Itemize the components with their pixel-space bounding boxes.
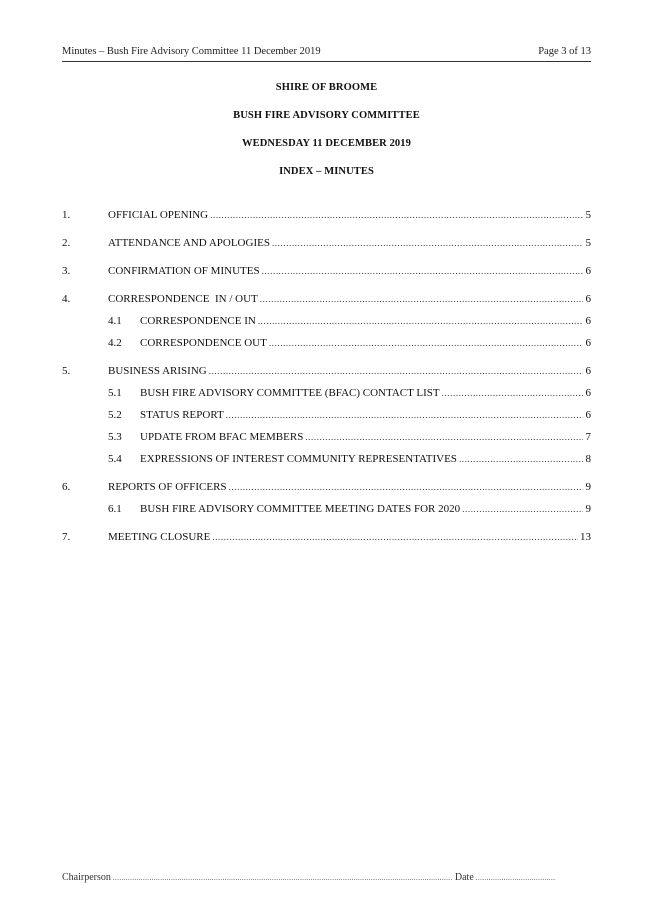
toc-item-6-1[interactable] — [62, 498, 591, 520]
toc-page: 9 — [585, 481, 591, 493]
leader-dots — [209, 360, 583, 382]
toc-page: 5 — [585, 209, 591, 221]
toc-number: 4.2 — [108, 337, 122, 349]
toc-item-7[interactable] — [62, 526, 591, 548]
toc-number: 4. — [62, 293, 71, 305]
title-index: INDEX – MINUTES — [279, 166, 374, 177]
leader-dots — [262, 260, 583, 282]
toc-label: CORRESPONDENCE IN / OUT — [108, 293, 258, 305]
toc-number: 6.1 — [108, 503, 122, 515]
toc-number: 6. — [62, 481, 71, 493]
toc-page: 6 — [585, 409, 591, 421]
chairperson-signature-line — [113, 874, 453, 882]
toc-item-4[interactable] — [62, 288, 591, 310]
toc-item-5-1[interactable] — [62, 382, 591, 404]
toc-item-5[interactable] — [62, 360, 591, 382]
leader-dots — [269, 332, 583, 354]
leader-dots — [229, 476, 583, 498]
leader-dots — [272, 232, 583, 254]
toc-item-1[interactable] — [62, 204, 591, 226]
leader-dots — [305, 426, 583, 448]
toc-page: 8 — [585, 453, 591, 465]
toc-label: OFFICIAL OPENING — [108, 209, 209, 221]
toc-page: 13 — [580, 531, 591, 543]
leader-dots — [462, 498, 583, 520]
toc-number: 2. — [62, 237, 71, 249]
toc-item-5-2[interactable] — [62, 404, 591, 426]
leader-dots — [258, 310, 583, 332]
leader-dots — [210, 204, 583, 226]
toc-item-2[interactable] — [62, 232, 591, 254]
toc-label: ATTENDANCE AND APOLOGIES — [108, 237, 270, 249]
leader-dots — [459, 448, 583, 470]
title-shire: SHIRE OF BROOME — [275, 82, 378, 93]
leader-dots — [442, 382, 583, 404]
toc-item-6[interactable] — [62, 476, 591, 498]
toc-page: 5 — [585, 237, 591, 249]
toc-number: 7. — [62, 531, 71, 543]
date-label: Date — [454, 872, 474, 883]
toc-item-5-4[interactable] — [62, 448, 591, 470]
leader-dots — [212, 526, 578, 548]
date-signature-line — [476, 874, 556, 882]
toc-page: 9 — [585, 503, 591, 515]
toc-number: 3. — [62, 265, 71, 277]
toc-item-4-1[interactable] — [62, 310, 591, 332]
toc-page: 6 — [585, 315, 591, 327]
title-block — [0, 80, 653, 192]
toc-number: 5.2 — [108, 409, 122, 421]
toc-label: BUSINESS ARISING — [108, 365, 207, 377]
toc-label: BUSH FIRE ADVISORY COMMITTEE MEETING DATES FOR 2020 — [140, 503, 461, 515]
toc-page: 7 — [585, 431, 591, 443]
toc-number: 4.1 — [108, 315, 122, 327]
toc-page: 6 — [585, 365, 591, 377]
chairperson-label: Chairperson — [62, 872, 111, 883]
toc-label: BUSH FIRE ADVISORY COMMITTEE (BFAC) CONTACT LIST — [140, 387, 440, 399]
leader-dots — [260, 288, 583, 310]
leader-dots — [226, 404, 583, 426]
toc-label: CONFIRMATION OF MINUTES — [108, 265, 260, 277]
toc-item-4-2[interactable] — [62, 332, 591, 354]
toc-page: 6 — [585, 337, 591, 349]
running-header — [62, 46, 591, 57]
toc-label: CORRESPONDENCE IN — [140, 315, 256, 327]
toc-page: 6 — [585, 265, 591, 277]
toc-page: 6 — [585, 293, 591, 305]
toc-item-3[interactable] — [62, 260, 591, 282]
toc-page: 6 — [585, 387, 591, 399]
title-date: WEDNESDAY 11 DECEMBER 2019 — [242, 138, 411, 149]
toc-number: 5.4 — [108, 453, 122, 465]
table-of-contents — [62, 204, 591, 548]
page-number: Page 3 of 13 — [538, 46, 591, 57]
toc-label: REPORTS OF OFFICERS — [108, 481, 227, 493]
toc-number: 5.1 — [108, 387, 122, 399]
toc-label: MEETING CLOSURE — [108, 531, 211, 543]
toc-number: 5.3 — [108, 431, 122, 443]
header-rule — [62, 61, 591, 62]
signature-footer — [62, 872, 591, 883]
toc-item-5-3[interactable] — [62, 426, 591, 448]
title-committee: BUSH FIRE ADVISORY COMMITTEE — [233, 110, 420, 121]
toc-label: STATUS REPORT — [140, 409, 224, 421]
toc-label: CORRESPONDENCE OUT — [140, 337, 267, 349]
toc-number: 1. — [62, 209, 71, 221]
toc-label: UPDATE FROM BFAC MEMBERS — [140, 431, 304, 443]
toc-label: EXPRESSIONS OF INTEREST COMMUNITY REPRESENTATIVES — [140, 453, 457, 465]
header-title: Minutes – Bush Fire Advisory Committee 11 December 2019 — [62, 46, 321, 57]
toc-number: 5. — [62, 365, 71, 377]
